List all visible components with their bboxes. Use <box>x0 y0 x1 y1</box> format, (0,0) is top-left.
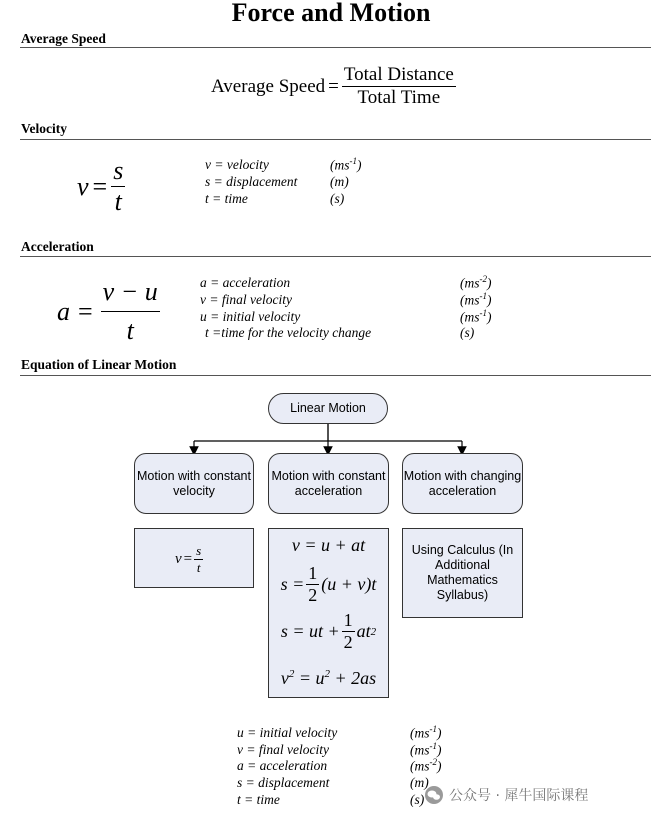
watermark: 公众号 · 犀牛国际课程 <box>424 785 588 805</box>
legend-term: t = time <box>205 191 248 206</box>
legend-unit: (s) <box>410 792 425 807</box>
wechat-icon <box>424 785 444 805</box>
node-changing-acceleration: Motion with changing acceleration <box>402 453 523 514</box>
legend-unit: $(ms^{-1})$ <box>410 724 442 741</box>
legend-term: t = time <box>237 792 280 807</box>
legend-term: v = velocity <box>205 157 269 172</box>
legend-unit: $(ms^{-2})$ <box>410 757 442 774</box>
equation-s-average: s = $\frac{1}{2}$ (u + v)t <box>280 563 377 605</box>
section-heading-velocity: Velocity <box>21 121 67 136</box>
formula-lhs: a <box>57 296 70 326</box>
legend-term: s = displacement <box>237 775 330 790</box>
formula-denominator: t <box>114 187 122 216</box>
legend-term: v = final velocity <box>237 742 329 757</box>
formula-numerator: Total Distance <box>343 64 454 85</box>
formula-denominator: Total Time <box>357 87 441 108</box>
equals-sign: = <box>328 75 339 97</box>
formula-denominator: t <box>126 316 134 345</box>
legend-term: a = acceleration <box>237 758 328 773</box>
legend-unit: (s) <box>460 325 475 340</box>
legend-term: t =time for the velocity change <box>205 325 372 340</box>
equals-sign: = <box>78 296 93 326</box>
formula-lhs: Average Speed <box>211 75 326 97</box>
legend-unit: (s) <box>330 191 345 206</box>
equation-v-u-at: v = u + at <box>291 535 366 555</box>
equation-v-squared: $v^2 = u^2 + 2as$ <box>280 668 377 688</box>
node-constant-velocity: Motion with constant velocity <box>134 453 254 514</box>
formula-lhs: v <box>77 171 89 201</box>
legend-unit: $(ms^{-1})$ <box>330 156 362 173</box>
legend-unit: $(ms^{-1})$ <box>410 741 442 758</box>
node-linear-motion: Linear Motion <box>268 393 388 424</box>
suvat-equation-box <box>268 528 389 698</box>
box-formula: v = $\frac{s}{t}$ <box>175 543 202 575</box>
formula-numerator: v − u <box>101 277 160 312</box>
legend-unit: $(ms^{-1})$ <box>460 308 492 325</box>
calculus-note-box: Using Calculus (In Additional Mathematics Syllabus) <box>402 528 523 618</box>
section-heading-average-speed: Average Speed <box>21 31 106 46</box>
legend-unit: (m) <box>410 775 429 790</box>
legend-unit: $(ms^{-1})$ <box>460 291 492 308</box>
equation-s-ut: s = ut + $\frac{1}{2}$ at 2 <box>280 610 377 652</box>
page-title: Force and Motion <box>231 0 431 27</box>
constant-velocity-equation-box <box>134 528 254 588</box>
legend-unit: (m) <box>330 174 349 189</box>
legend-term: u = initial velocity <box>237 725 338 740</box>
legend-term: v = final velocity <box>200 292 292 307</box>
legend-unit: $(ms^{-2})$ <box>460 274 492 291</box>
legend-term: s = displacement <box>205 174 298 189</box>
legend-term: a = acceleration <box>200 275 291 290</box>
node-constant-acceleration: Motion with constant acceleration <box>268 453 389 514</box>
section-heading-linear-motion: Equation of Linear Motion <box>21 357 177 372</box>
section-heading-acceleration: Acceleration <box>21 239 94 254</box>
formula-numerator: s <box>113 156 124 185</box>
equals-sign: = <box>92 171 108 201</box>
legend-term: u = initial velocity <box>200 309 301 324</box>
